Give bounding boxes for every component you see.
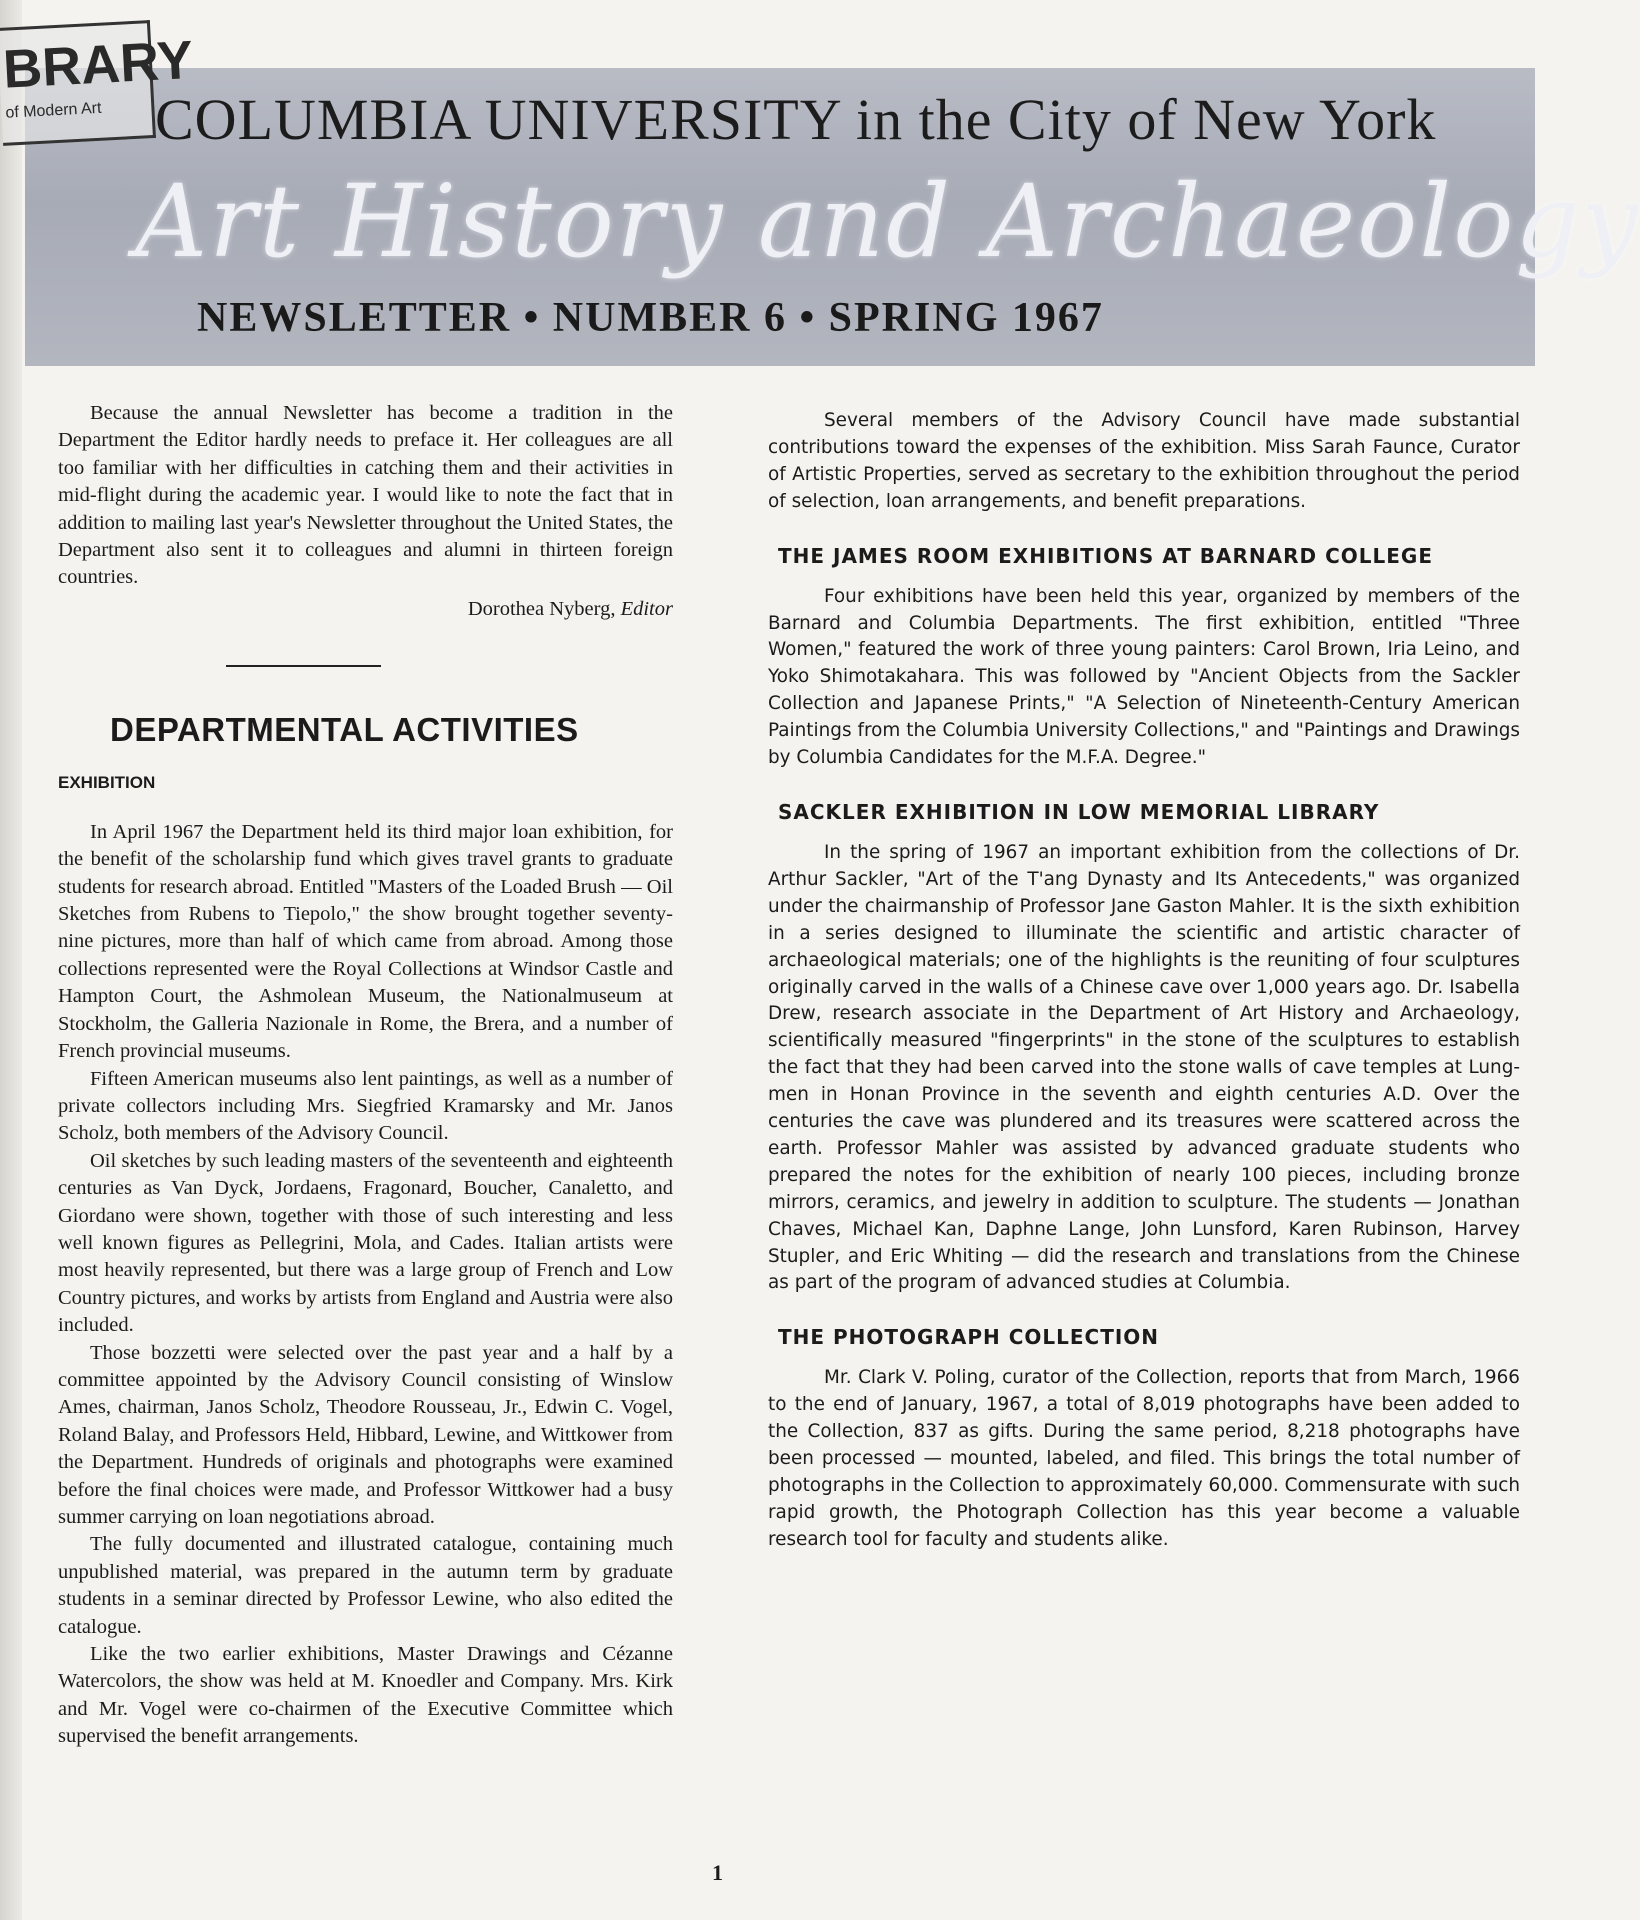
left-column	[58, 400, 673, 1751]
editor-signature	[58, 598, 673, 621]
exhibition-subheading: EXHIBITION	[58, 772, 156, 792]
page-number: 1	[712, 1860, 723, 1885]
page-edge	[0, 0, 22, 1920]
sackler-paragraph: In the spring of 1967 an important exhibition from the collections of Dr. Arthur Sackler, "Art of the T'ang Dynasty and Its Antecedents," was organized under the chairmanship of Professor Jane Gaston Mahler. It is the sixth exhibition in a series designed to illuminate the scientific and artistic character of archaeological materials; one of the highlights is the reuniting of four sculptures originally carved in the walls of a Chinese cave over 1,000 years ago. Dr. Isabella Drew, research associate in the Department of Art History and Archaeology, scientifically measured "fingerprints" in the stone of the sculptures to establish the fact that they had been carved into the stone walls of cave temples at Lung-men in Honan Province in the seventh and eighth centuries A.D. Over the centuries the cave was plundered and its treasures were scattered across the earth. Professor Mahler was assisted by advanced graduate students who prepared the notes for the exhibition of nearly 100 pieces, including bronze mirrors, ceramics, and jewelry in addition to sculpture. The students — Jonathan Chaves, Michael Kan, Daphne Lange, John Lunsford, Karen Rubinson, Harvey Stupler, and Eric Whiting — did the research and translations from the Chinese as part of the program of advanced studies at Columbia.	[768, 841, 1520, 1294]
library-stamp-subtext: of Modern Art	[5, 99, 102, 122]
exhibition-paragraph: Those bozzetti were selected over the past year and a half by a committee appointed by the Advisory Council consisting of Winslow Ames, chairman, Janos Scholz, Theodore Rousseau, Jr., Edwin C. Vogel, Roland Balay, and Professors Held, Hibbard, Lewine, and Wittkower from the Department. Hundreds of originals and photographs were examined before the final choices were made, and Professor Wittkower had a busy summer carrying on loan negotiations abroad.	[58, 1341, 673, 1528]
exhibition-paragraph: The fully documented and illustrated catalogue, containing much unpublished material, was prepared in the autumn term by graduate students in a seminar directed by Professor Lewine, who also edited the catalogue.	[58, 1533, 673, 1638]
photograph-collection-paragraph: Mr. Clark V. Poling, curator of the Collection, reports that from March, 1966 to the end of January, 1967, a total of 8,019 photographs have been added to the Collection, 837 as gifts. During the same period, 8,218 photographs have been processed — mounted, labeled, and filed. This brings the total number of photographs in the Collection to approximately 60,000. Commensurate with such rapid growth, the Photograph Collection has this year become a valuable research tool for faculty and students alike.	[768, 1367, 1520, 1550]
departmental-activities-heading: DEPARTMENTAL ACTIVITIES	[110, 710, 579, 748]
editor-role: Editor	[620, 597, 673, 620]
masthead-banner	[25, 68, 1640, 366]
right-column	[768, 408, 1520, 1554]
exhibition-paragraph: Like the two earlier exhibitions, Master Drawings and Cézanne Watercolors, the show was held at M. Knoedler and Company. Mrs. Kirk and Mr. Vogel were co-chairmen of the Executive Committee which supervised the benefit arrangements.	[58, 1643, 673, 1748]
photograph-collection-heading: THE PHOTOGRAPH COLLECTION	[778, 1325, 1160, 1350]
library-stamp	[0, 20, 195, 146]
intro-paragraph: Because the annual Newsletter has become a tradition in the Department the Editor hardly needs to preface it. Her colleagues are all too familiar with her difficulties in catching them and their activities in mid-flight during the academic year. I would like to note the fact that in addition to mailing last year's Newsletter throughout the United States, the Department also sent it to colleagues and alumni in thirteen foreign countries.	[58, 402, 673, 589]
section-divider	[226, 665, 381, 667]
newsletter-issue-line: NEWSLETTER • NUMBER 6 • SPRING 1967	[197, 295, 1104, 341]
library-stamp-text: BRARY	[1, 29, 195, 100]
university-title: COLUMBIA UNIVERSITY in the City of New York	[155, 87, 1437, 152]
exhibition-paragraph: Fifteen American museums also lent paintings, as well as a number of private collectors including Mrs. Siegfried Kramarsky and Mr. Janos Scholz, both members of the Advisory Council.	[58, 1067, 673, 1145]
james-room-paragraph: Four exhibitions have been held this year, organized by members of the Barnard and Columbia Departments. The first exhibition, entitled "Three Women," featured the work of three young painters: Carol Brown, Iria Leino, and Yoko Shimotakahara. This was followed by "Ancient Objects from the Sackler Collection and Japanese Prints," "A Selection of Nineteenth-Century American Paintings from the Columbia University Collections," and "Paintings and Drawings by Columbia Candidates for the M.F.A. Degree."	[768, 585, 1520, 769]
james-room-heading: THE JAMES ROOM EXHIBITIONS AT BARNARD COLLEGE	[778, 543, 1434, 568]
advisory-council-paragraph: Several members of the Advisory Council have made substantial contributions toward the expenses of the exhibition. Miss Sarah Faunce, Curator of Artistic Properties, served as secretary to the exhibition throughout the period of selection, loan arrangements, and benefit preparations.	[768, 410, 1520, 512]
editor-name: Dorothea Nyberg,	[467, 597, 616, 620]
sackler-heading: SACKLER EXHIBITION IN LOW MEMORIAL LIBRARY	[778, 799, 1380, 824]
exhibition-paragraph: Oil sketches by such leading masters of the seventeenth and eighteenth centuries as Van Dyck, Jordaens, Fragonard, Boucher, Canaletto, and Giordano were shown, together with those of such interesting and less well known figures as Pellegrini, Mola, and Cades. Italian artists were most heavily represented, but there was a large group of French and Low Country pictures, and works by artists from England and Austria were also included.	[58, 1149, 673, 1337]
department-title: Art History and Archaeology	[135, 163, 1640, 280]
exhibition-paragraph: In April 1967 the Department held its third major loan exhibition, for the benefit of the scholarship fund which gives travel grants to graduate students for research abroad. Entitled "Masters of the Loaded Brush — Oil Sketches from Rubens to Tiepolo," the show brought together seventy-nine pictures, more than half of which came from abroad. Among those collections represented were the Royal Collections at Windsor Castle and Hampton Court, the Ashmolean Museum, the Nationalmuseum at Stockholm, the Galleria Nazionale in Rome, the Brera, and a number of French provincial museums.	[58, 820, 673, 1063]
